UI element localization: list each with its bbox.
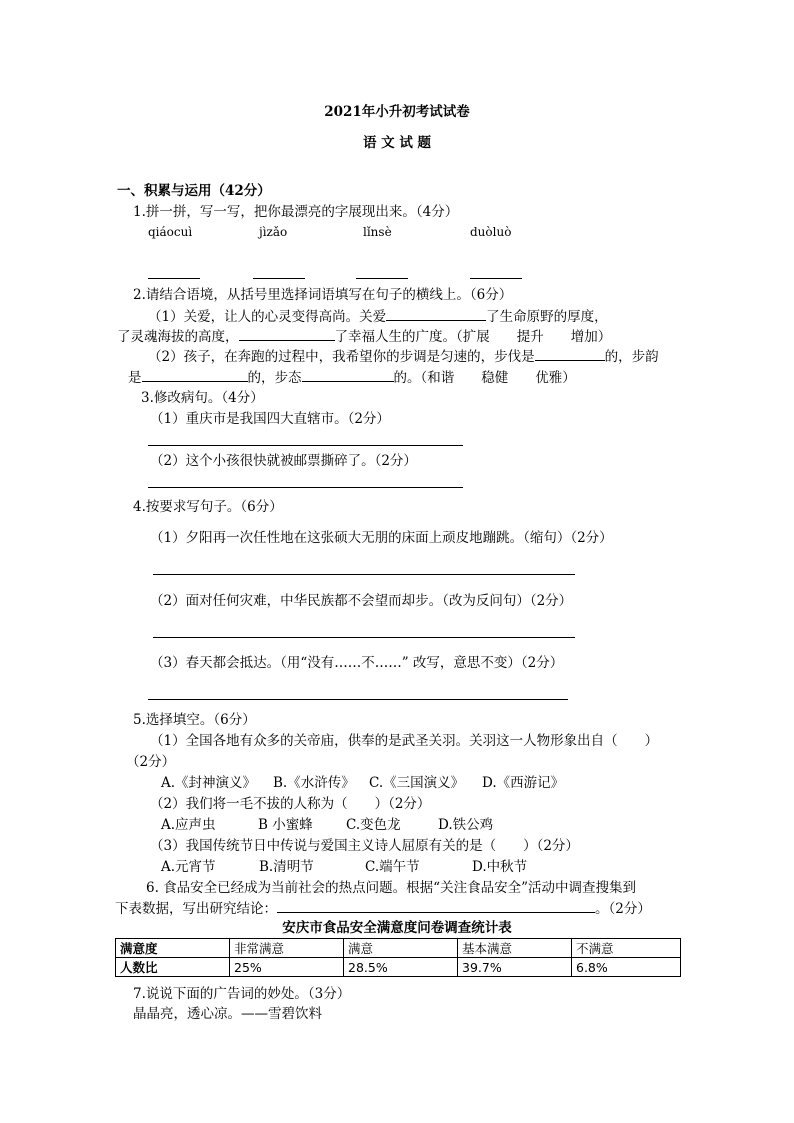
q5-s2-option-b[interactable]: B 小蜜蜂 xyxy=(258,817,313,833)
q2-part2-line2 xyxy=(128,368,576,387)
q4-answer-line-1[interactable] xyxy=(153,574,575,575)
q1-prompt: 1.拼一拼，写一写，把你最漂亮的字展现出来。（4分） xyxy=(133,204,459,220)
table-cell: 满意 xyxy=(344,939,458,958)
table-cell: 25% xyxy=(230,958,344,977)
q2-p1-text-c: 了灵魂海拔的高度， xyxy=(117,329,239,345)
q5-sentence-1-score: （2分） xyxy=(126,754,176,770)
q3-prompt: 3.修改病句。（4分） xyxy=(141,390,264,406)
q4-prompt: 4.按要求写句子。（6分） xyxy=(133,499,283,515)
q1-pinyin-2: jìzǎo xyxy=(259,225,288,239)
q1-answer-line-1[interactable] xyxy=(148,278,200,279)
q6-text-a: 下表数据，写出研究结论： xyxy=(115,901,277,917)
table-row xyxy=(116,958,681,977)
exam-subtitle: 语 文 试 题 xyxy=(362,135,432,151)
q2-p2-text-d: 的，步态 xyxy=(247,370,302,386)
q3-answer-line-2[interactable] xyxy=(148,487,463,488)
section-heading: 一、积累与运用（42分） xyxy=(117,183,271,199)
q2-p1-text-d: 了幸福人生的广度。（扩展 提升 增加） xyxy=(334,329,612,345)
q6-conclusion-blank[interactable] xyxy=(277,899,595,913)
table-cell: 不满意 xyxy=(572,939,681,958)
q5-s3-option-b[interactable]: B.清明节 xyxy=(259,859,314,875)
q4-sentence-2: （2）面对任何灾难，中华民族都不会望而却步。（改为反问句）（2分） xyxy=(150,593,573,609)
q2-p2-text-a: （2）孩子，在奔跑的过程中，我希望你的步调是匀速的，步伐是 xyxy=(148,349,535,365)
table-cell: 满意度 xyxy=(116,939,230,958)
table-row xyxy=(116,939,681,958)
q5-sentence-2: （2）我们将一毛不拔的人称为（ ）（2分） xyxy=(150,796,431,812)
q2-p1-text-b: 了生命原野的厚度， xyxy=(486,309,608,325)
exam-title: 2021年小升初考试试卷 xyxy=(324,104,470,120)
q4-answer-line-2[interactable] xyxy=(153,637,575,638)
q5-s1-option-d[interactable]: D.《西游记》 xyxy=(482,775,565,791)
q1-pinyin-4: duòluò xyxy=(470,225,512,239)
q7-prompt: 7.说说下面的广告词的妙处。（3分） xyxy=(133,986,351,1002)
q2-p2-text-b: 的，步韵 xyxy=(604,349,659,365)
q6-line-1: 6. 食品安全已经成为当前社会的热点问题。根据“关注食品安全”活动中调查搜集到 xyxy=(146,880,636,896)
q5-sentence-1: （1）全国各地有众多的关帝庙，供奉的是武圣关羽。关羽这一人物形象出自（ ） xyxy=(150,733,659,749)
q3-answer-line-1[interactable] xyxy=(148,445,463,446)
q1-answer-line-2[interactable] xyxy=(253,278,305,279)
q5-s1-option-c[interactable]: C.《三国演义》 xyxy=(369,775,465,791)
table-cell: 6.8% xyxy=(572,958,681,977)
q4-answer-line-3[interactable] xyxy=(148,699,568,700)
q5-sentence-3: （3）我国传统节日中传说与爱国主义诗人屈原有关的是（ ）（2分） xyxy=(150,838,579,854)
q4-sentence-1: （1）夕阳再一次任性地在这张硕大无朋的床面上顽皮地蹦跳。（缩句）（2分） xyxy=(150,530,613,546)
table-cell: 28.5% xyxy=(344,958,458,977)
q1-pinyin-1: qiáocuì xyxy=(148,225,193,239)
q5-s2-option-a[interactable]: A.应声虫 xyxy=(161,817,216,833)
q5-s1-option-b[interactable]: B.《水浒传》 xyxy=(273,775,355,791)
q2-part1-line2 xyxy=(117,327,611,346)
survey-table xyxy=(115,938,681,977)
q6-text-b: 。（2分） xyxy=(595,901,651,917)
q2-p2-text-c: 是 xyxy=(128,370,142,386)
q5-prompt: 5.选择填空。（6分） xyxy=(133,712,256,728)
q2-blank-3[interactable] xyxy=(535,347,605,361)
q2-prompt: 2.请结合语境，从括号里选择词语填写在句子的横线上。（6分） xyxy=(133,287,513,303)
q3-sentence-2: （2）这个小孩很快就被邮票撕碎了。（2分） xyxy=(150,453,417,469)
q2-blank-1[interactable] xyxy=(386,307,486,321)
q2-blank-2[interactable] xyxy=(239,327,335,341)
q3-sentence-1: （1）重庆市是我国四大直辖市。（2分） xyxy=(150,411,390,427)
q2-blank-5[interactable] xyxy=(302,368,394,382)
q1-answer-line-3[interactable] xyxy=(356,278,408,279)
q1-answer-line-4[interactable] xyxy=(470,278,522,279)
q2-p1-text-a: （1）关爱，让人的心灵变得高尚。关爱 xyxy=(148,309,387,325)
table-cell: 39.7% xyxy=(458,958,572,977)
q4-sentence-3: （3）春天都会抵达。（用“没有……不……” 改写，意思不变）（2分） xyxy=(150,655,564,671)
q6-line-2 xyxy=(115,899,651,918)
q2-p2-text-e: 的。（和谐 稳健 优雅） xyxy=(393,370,576,386)
table-title: 安庆市食品安全满意度问卷调查统计表 xyxy=(282,920,512,936)
q2-part2-line1 xyxy=(148,347,659,366)
q2-part1-line1 xyxy=(148,307,608,326)
q5-s3-option-c[interactable]: C.端午节 xyxy=(365,859,420,875)
table-cell: 非常满意 xyxy=(230,939,344,958)
q1-pinyin-3: lǐnsè xyxy=(363,225,392,239)
q2-blank-4[interactable] xyxy=(142,368,248,382)
table-cell: 基本满意 xyxy=(458,939,572,958)
q5-s3-option-a[interactable]: A.元宵节 xyxy=(161,859,216,875)
q7-ad-text: 晶晶亮，透心凉。——雪碧饮料 xyxy=(133,1006,322,1022)
q5-s3-option-d[interactable]: D.中秋节 xyxy=(472,859,528,875)
q5-s2-option-c[interactable]: C.变色龙 xyxy=(346,817,401,833)
table-cell: 人数比 xyxy=(116,958,230,977)
q5-s1-option-a[interactable]: A.《封神演义》 xyxy=(161,775,257,791)
q5-s2-option-d[interactable]: D.铁公鸡 xyxy=(438,817,494,833)
